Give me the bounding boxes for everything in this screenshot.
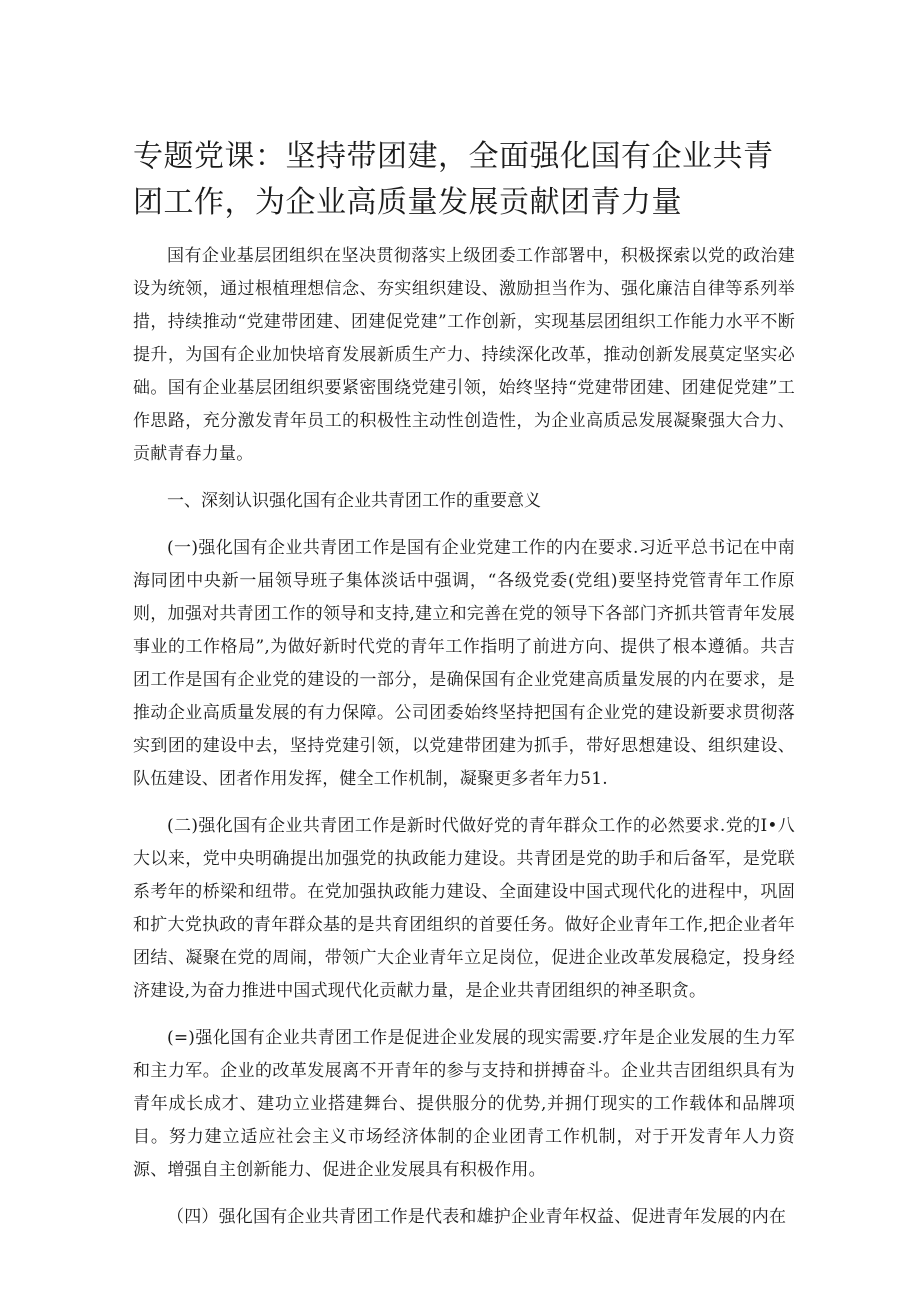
section-heading-1: 一、深刻认识强化国有企业共青团工作的重要意义 — [167, 491, 541, 511]
subsection-paragraph-3: (=)强化国有企业共青团工作是促进企业发展的现实需要.疗年是企业发展的生力军和主力军。企业的改革发展离不开青年的参与支持和拼搏奋斗。企业共吉团组织具有为青年成长成才、建功立业搭建舞台、提供服分的优势,并拥仃现实的工作载体和品牌项目。努力建立适应社会主义市场经济体制的企业团青工作机制，对于开发青年人力资源、增强自主创新能力、促进企业发展具有积极作用。 — [133, 1028, 795, 1180]
intro-paragraph: 国有企业基层团组织在坚决贯彻落实上级团委工作部署中，积极探索以党的政治建设为统领，通过根植理想信念、夯实组织建设、激励担当作为、强化廉洁自律等系列举措，持续推动“党建带团建、团建促党建”工作创新，实现基层团组织工作能力水平不断提升，为国有企业加快培育发展新质生产力、持续深化改革，推动创新发展莫定坚实必础。国有企业基层团组织要紧密围绕党建引领，始终坚持“党建带团建、团建促党建”工作思路，充分激发青年员工的积极性主动性创造性，为企业高质忌发展凝聚强大合力、贡献青春力量。 — [133, 246, 795, 464]
subsection-paragraph-2: (二)强化国有企业共青团工作是新时代做好党的青年群众工作的必然要求.党的I•八大以来，党中央明确提出加强党的执政能力建设。共青团是党的助手和后备军，是党联系考年的桥梁和纽带。在党加强执政能力建设、全面建设中国式现代化的进程中，巩固和扩大党执政的青年群众基的是共育团组织的首要任务。做好企业青年工作,把企业者年团结、凝聚在党的周闹，带领广大企业青年立足岗位，促进企业改革发展稳定，投身经济建设,为奋力推进中国式现代化贡献力量，是企业共青团组织的神圣职贪。 — [133, 816, 795, 1001]
document-title: 专题党课：坚持带团建，全面强化国有企业共青团工作，为企业高质量发展贡献团青力量 — [133, 139, 774, 220]
document-body — [133, 240, 795, 1248]
subsection-paragraph-4: （四）强化国有企业共青团工作是代表和雄护企业青年权益、促进青年发展的内在 — [167, 1207, 787, 1227]
subsection-paragraph-1: (一)强化国有企业共青团工作是国有企业党建工作的内在要求.习近平总书记在中南海同团中央新一届领导班子集体淡话中强调，“各级党委(党组)要坚持党管青年工作原则，加强对共青团工作的领导和支持,建立和完善在党的领导下各部门齐抓共管青年发展事业的工作格局”,为做好新时代党的青年工作指明了前进方向、提供了根本遵循。共吉团工作是国有企业党的建设的一部分，是确保国有企业党建高质量发展的内在要求，是推动企业高质量发展的有力保障。公司团委始终坚持把国有企业党的建设新要求贯彻落实到团的建设中去，坚持党建引领，以党建带团建为抓手，带好思想建设、组织建设、队伍建设、团者作用发挥，健全工作机制，凝聚更多者年力51. — [133, 538, 795, 789]
